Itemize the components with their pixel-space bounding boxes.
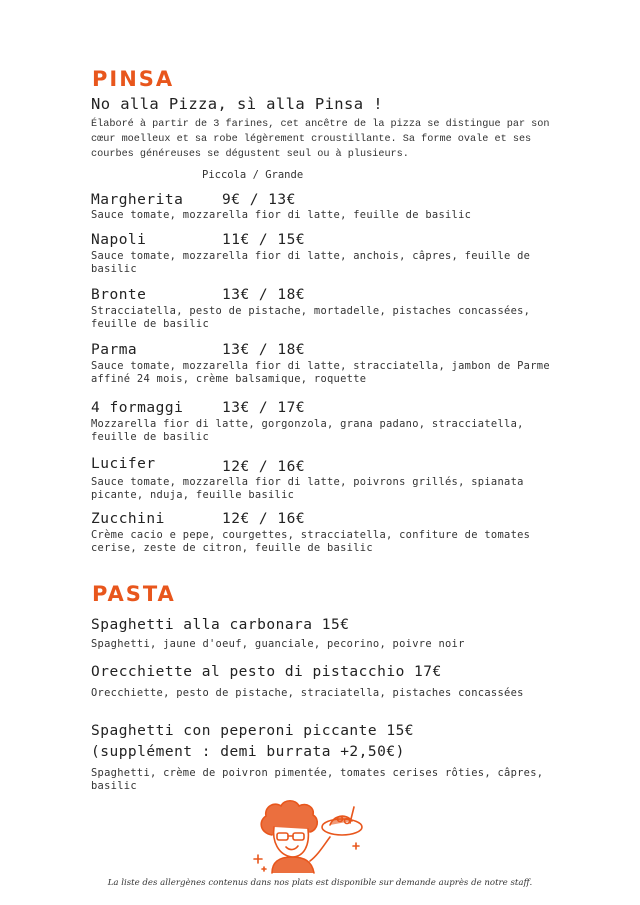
- menu-item-price: 9€ / 13€: [222, 192, 296, 208]
- pasta-item-supplement: (supplément : demi burrata +2,50€): [91, 744, 405, 760]
- menu-item-name: Zucchini: [91, 511, 165, 527]
- menu-item-price: 12€ / 16€: [222, 511, 306, 527]
- menu-item-desc: Crème cacio e pepe, courgettes, stracciatella, confiture de tomates cerise, zeste de citron, feuille de basilic: [91, 529, 531, 554]
- menu-item-price: 11€ / 15€: [222, 232, 306, 248]
- pinsa-intro: Élaboré à partir de 3 farines, cet ancêtre de la pizza se distingue par son cœur moelleux et sa robe légèrement croustillante. Sa forme ovale et ses courbes généreuses se dégustent seul ou à plusieurs.: [91, 119, 550, 160]
- menu-item-price: 12€ / 16€: [222, 459, 306, 475]
- pasta-item-desc: Spaghetti, crème de poivron pimentée, tomates cerises rôties, câpres, basilic: [91, 767, 544, 792]
- menu-item-price: 13€ / 17€: [222, 400, 306, 416]
- section-title-pasta: PASTA: [92, 582, 176, 606]
- section-title-pinsa: PINSA: [92, 67, 175, 91]
- pasta-item-desc: Spaghetti, jaune d'oeuf, guanciale, pecorino, poivre noir: [91, 638, 465, 650]
- pasta-item-name: Orecchiette al pesto di pistacchio 17€: [91, 664, 442, 680]
- menu-item-name: Lucifer: [91, 456, 156, 472]
- pasta-item-name: Spaghetti con peperoni piccante 15€: [91, 723, 415, 739]
- menu-item-desc: Sauce tomate, mozzarella fior di latte, stracciatella, jambon de Parme affiné 24 mois, crème balsamique, roquette: [91, 360, 550, 385]
- chef-with-pasta-icon: [250, 797, 370, 879]
- menu-item-desc: Mozzarella fior di latte, gorgonzola, grana padano, stracciatella, feuille de basilic: [91, 418, 524, 443]
- menu-item-desc: Sauce tomate, mozzarella fior di latte, poivrons grillés, spianata picante, nduja, feuille basilic: [91, 476, 524, 501]
- menu-item-desc: Stracciatella, pesto de pistache, mortadelle, pistaches concassées, feuille de basilic: [91, 305, 531, 330]
- menu-item-name: Margherita: [91, 192, 184, 208]
- menu-item-desc: Sauce tomate, mozzarella fior di latte, anchois, câpres, feuille de basilic: [91, 250, 531, 275]
- menu-item-price: 13€ / 18€: [222, 342, 306, 358]
- menu-item-desc: Sauce tomate, mozzarella fior di latte, feuille de basilic: [91, 209, 472, 221]
- menu-item-name: Parma: [91, 342, 138, 358]
- menu-item-name: 4 formaggi: [91, 400, 184, 416]
- menu-item-name: Napoli: [91, 232, 147, 248]
- allergen-notice: La liste des allergènes contenus dans nos plats est disponible sur demande auprès de notre staff.: [107, 878, 533, 888]
- size-column-header: Piccola / Grande: [202, 169, 304, 181]
- menu-item-price: 13€ / 18€: [222, 287, 306, 303]
- menu-item-name: Bronte: [91, 287, 147, 303]
- pasta-item-desc: Orecchiette, pesto de pistache, straciatella, pistaches concassées: [91, 687, 524, 699]
- pasta-item-name: Spaghetti alla carbonara 15€: [91, 617, 350, 633]
- pinsa-tagline: No alla Pizza, sì alla Pinsa !: [91, 95, 383, 113]
